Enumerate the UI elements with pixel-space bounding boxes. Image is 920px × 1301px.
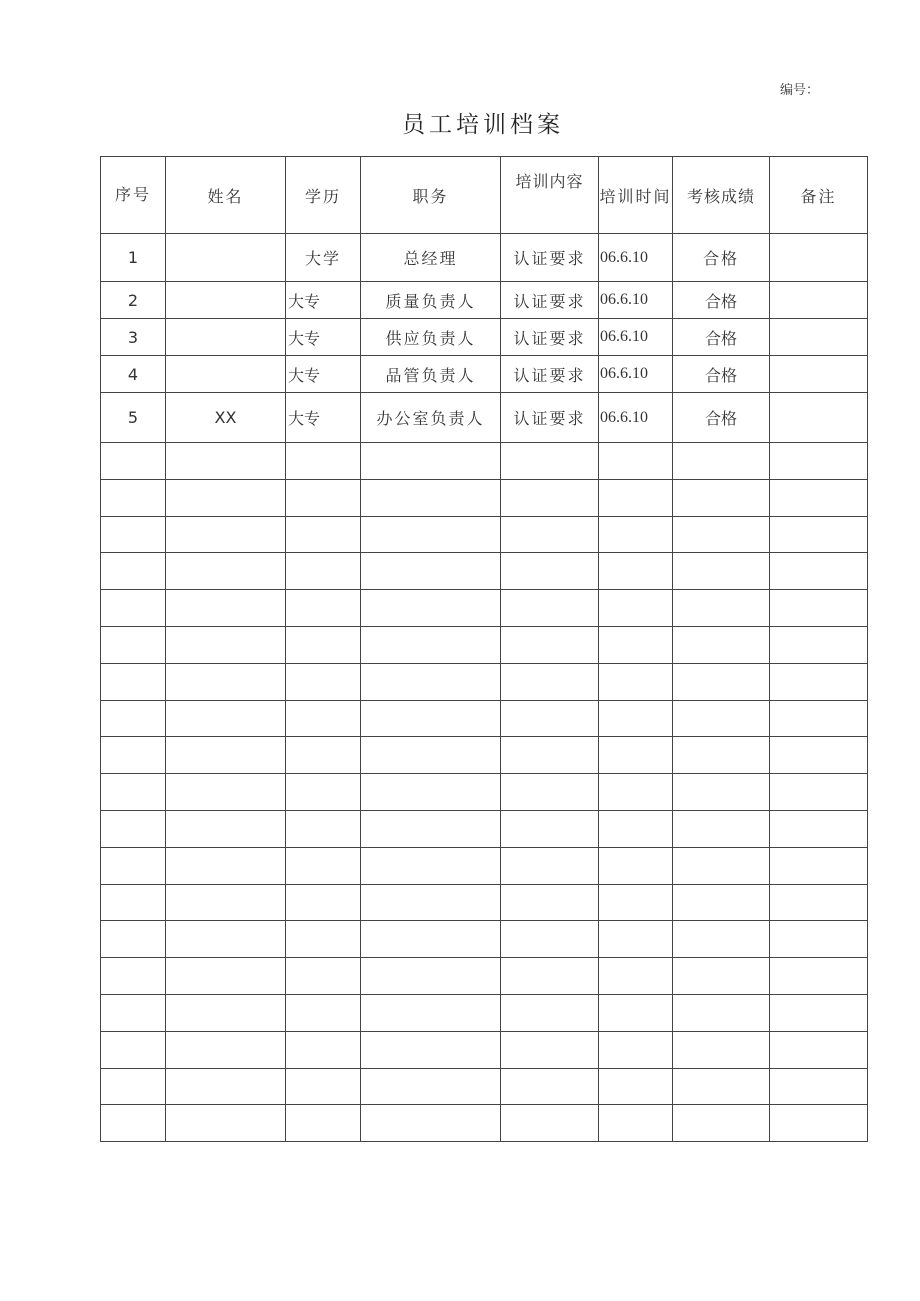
empty-cell	[286, 847, 361, 884]
empty-cell	[770, 479, 868, 516]
empty-cell	[166, 516, 286, 553]
row-seq: 1	[101, 234, 166, 282]
table-header-row	[101, 157, 868, 234]
empty-cell	[599, 479, 673, 516]
header-education: 学历	[286, 157, 361, 234]
empty-cell	[101, 958, 166, 995]
empty-cell	[166, 737, 286, 774]
empty-cell	[501, 884, 599, 921]
empty-cell	[673, 1105, 770, 1142]
empty-cell	[673, 737, 770, 774]
empty-cell	[166, 884, 286, 921]
row-remark	[770, 356, 868, 393]
empty-cell	[501, 443, 599, 480]
empty-cell	[599, 1068, 673, 1105]
empty-cell	[501, 1031, 599, 1068]
empty-cell	[361, 479, 501, 516]
row-seq: 4	[101, 356, 166, 393]
empty-cell	[599, 1105, 673, 1142]
empty-cell	[166, 994, 286, 1031]
empty-cell	[101, 921, 166, 958]
empty-cell	[361, 958, 501, 995]
empty-cell	[501, 663, 599, 700]
empty-cell	[599, 958, 673, 995]
row-content: 认证要求	[501, 319, 599, 356]
empty-cell	[361, 1031, 501, 1068]
empty-row	[101, 516, 868, 553]
empty-cell	[361, 1105, 501, 1142]
empty-cell	[770, 700, 868, 737]
empty-cell	[286, 774, 361, 811]
row-score: 合格	[673, 319, 770, 356]
empty-row	[101, 994, 868, 1031]
empty-cell	[501, 810, 599, 847]
empty-cell	[599, 737, 673, 774]
empty-cell	[673, 663, 770, 700]
empty-cell	[599, 810, 673, 847]
empty-cell	[286, 884, 361, 921]
row-content: 认证要求	[501, 282, 599, 319]
empty-cell	[501, 774, 599, 811]
empty-cell	[770, 810, 868, 847]
row-name	[166, 234, 286, 282]
empty-cell	[166, 479, 286, 516]
empty-cell	[101, 626, 166, 663]
empty-cell	[101, 1031, 166, 1068]
empty-cell	[770, 663, 868, 700]
empty-cell	[599, 884, 673, 921]
empty-row	[101, 810, 868, 847]
empty-cell	[101, 847, 166, 884]
empty-cell	[501, 590, 599, 627]
empty-cell	[770, 553, 868, 590]
empty-row	[101, 626, 868, 663]
empty-cell	[501, 553, 599, 590]
empty-cell	[166, 1068, 286, 1105]
empty-cell	[599, 994, 673, 1031]
row-time: 06.6.10	[599, 234, 673, 282]
page-title: 员工培训档案	[402, 112, 564, 138]
row-time: 06.6.10	[599, 393, 673, 443]
row-name: XX	[166, 393, 286, 443]
empty-cell	[673, 774, 770, 811]
empty-cell	[286, 958, 361, 995]
empty-rows-section	[101, 443, 868, 1142]
empty-cell	[599, 663, 673, 700]
empty-row	[101, 737, 868, 774]
empty-cell	[166, 847, 286, 884]
empty-cell	[770, 994, 868, 1031]
empty-cell	[770, 1068, 868, 1105]
empty-cell	[501, 847, 599, 884]
empty-cell	[770, 958, 868, 995]
empty-cell	[101, 553, 166, 590]
empty-cell	[286, 590, 361, 627]
empty-cell	[673, 1031, 770, 1068]
table-row	[101, 282, 868, 319]
empty-row	[101, 847, 868, 884]
empty-cell	[101, 884, 166, 921]
empty-cell	[101, 774, 166, 811]
document-number-label: 编号：	[780, 83, 820, 98]
empty-cell	[361, 810, 501, 847]
empty-cell	[166, 700, 286, 737]
empty-cell	[286, 479, 361, 516]
empty-cell	[361, 1068, 501, 1105]
row-position: 办公室负责人	[361, 393, 501, 443]
empty-cell	[501, 626, 599, 663]
empty-cell	[770, 737, 868, 774]
empty-cell	[770, 884, 868, 921]
header-position: 职务	[361, 157, 501, 234]
empty-cell	[166, 921, 286, 958]
empty-cell	[770, 516, 868, 553]
empty-cell	[361, 626, 501, 663]
empty-row	[101, 774, 868, 811]
row-remark	[770, 282, 868, 319]
empty-cell	[599, 590, 673, 627]
row-seq: 3	[101, 319, 166, 356]
empty-cell	[361, 663, 501, 700]
empty-cell	[673, 884, 770, 921]
row-content: 认证要求	[501, 356, 599, 393]
empty-cell	[599, 626, 673, 663]
row-position: 供应负责人	[361, 319, 501, 356]
empty-cell	[286, 737, 361, 774]
header-seq: 序号	[101, 157, 166, 234]
header-name: 姓名	[166, 157, 286, 234]
empty-cell	[166, 958, 286, 995]
empty-cell	[286, 1105, 361, 1142]
empty-cell	[599, 443, 673, 480]
empty-cell	[501, 700, 599, 737]
row-position: 质量负责人	[361, 282, 501, 319]
empty-cell	[361, 700, 501, 737]
empty-cell	[101, 590, 166, 627]
row-education: 大专	[286, 319, 361, 356]
empty-cell	[166, 663, 286, 700]
row-time: 06.6.10	[599, 356, 673, 393]
empty-row	[101, 958, 868, 995]
row-education: 大学	[286, 234, 361, 282]
empty-row	[101, 921, 868, 958]
empty-cell	[361, 516, 501, 553]
empty-cell	[361, 921, 501, 958]
empty-cell	[101, 700, 166, 737]
row-score: 合格	[673, 282, 770, 319]
row-content: 认证要求	[501, 393, 599, 443]
empty-cell	[501, 994, 599, 1031]
empty-row	[101, 443, 868, 480]
empty-cell	[286, 810, 361, 847]
empty-cell	[673, 590, 770, 627]
table-row	[101, 356, 868, 393]
empty-row	[101, 1031, 868, 1068]
row-seq: 2	[101, 282, 166, 319]
empty-cell	[501, 1105, 599, 1142]
empty-cell	[361, 774, 501, 811]
empty-row	[101, 590, 868, 627]
empty-cell	[770, 1031, 868, 1068]
empty-cell	[501, 1068, 599, 1105]
row-content: 认证要求	[501, 234, 599, 282]
empty-cell	[673, 700, 770, 737]
empty-cell	[286, 1068, 361, 1105]
empty-cell	[361, 884, 501, 921]
empty-cell	[286, 516, 361, 553]
table-row	[101, 393, 868, 443]
empty-cell	[166, 810, 286, 847]
empty-cell	[770, 626, 868, 663]
empty-cell	[286, 553, 361, 590]
empty-cell	[361, 443, 501, 480]
empty-cell	[599, 921, 673, 958]
empty-cell	[101, 737, 166, 774]
empty-cell	[673, 847, 770, 884]
table-row	[101, 234, 868, 282]
empty-cell	[673, 921, 770, 958]
empty-cell	[361, 590, 501, 627]
empty-cell	[166, 1105, 286, 1142]
empty-cell	[286, 921, 361, 958]
empty-row	[101, 479, 868, 516]
row-seq: 5	[101, 393, 166, 443]
empty-cell	[599, 516, 673, 553]
empty-cell	[361, 847, 501, 884]
row-name	[166, 319, 286, 356]
empty-cell	[101, 443, 166, 480]
empty-row	[101, 1105, 868, 1142]
empty-cell	[101, 994, 166, 1031]
row-score: 合格	[673, 356, 770, 393]
empty-cell	[101, 516, 166, 553]
training-records-table	[100, 156, 868, 1142]
empty-cell	[673, 479, 770, 516]
empty-cell	[101, 810, 166, 847]
row-name	[166, 282, 286, 319]
empty-cell	[501, 958, 599, 995]
empty-cell	[361, 994, 501, 1031]
empty-cell	[361, 737, 501, 774]
empty-cell	[770, 847, 868, 884]
empty-cell	[286, 626, 361, 663]
empty-cell	[286, 663, 361, 700]
empty-cell	[673, 994, 770, 1031]
empty-cell	[673, 516, 770, 553]
header-training-content: 培训内容	[501, 157, 599, 234]
empty-cell	[599, 1031, 673, 1068]
row-education: 大专	[286, 356, 361, 393]
empty-cell	[166, 774, 286, 811]
empty-cell	[166, 590, 286, 627]
empty-row	[101, 884, 868, 921]
empty-cell	[673, 810, 770, 847]
empty-cell	[166, 626, 286, 663]
empty-cell	[286, 994, 361, 1031]
empty-cell	[501, 516, 599, 553]
row-remark	[770, 234, 868, 282]
empty-row	[101, 553, 868, 590]
empty-cell	[286, 443, 361, 480]
empty-cell	[770, 774, 868, 811]
row-remark	[770, 393, 868, 443]
empty-cell	[599, 553, 673, 590]
row-time: 06.6.10	[599, 319, 673, 356]
empty-row	[101, 1068, 868, 1105]
table-row	[101, 319, 868, 356]
empty-cell	[673, 626, 770, 663]
empty-cell	[286, 700, 361, 737]
empty-cell	[361, 553, 501, 590]
row-education: 大专	[286, 393, 361, 443]
row-score: 合格	[673, 234, 770, 282]
empty-cell	[599, 700, 673, 737]
row-position: 总经理	[361, 234, 501, 282]
empty-cell	[673, 958, 770, 995]
row-time: 06.6.10	[599, 282, 673, 319]
row-name	[166, 356, 286, 393]
empty-cell	[770, 1105, 868, 1142]
row-position: 品管负责人	[361, 356, 501, 393]
header-training-time: 培训时间	[599, 157, 673, 234]
empty-cell	[166, 1031, 286, 1068]
empty-cell	[166, 553, 286, 590]
empty-cell	[101, 663, 166, 700]
empty-cell	[286, 1031, 361, 1068]
row-remark	[770, 319, 868, 356]
empty-cell	[166, 443, 286, 480]
empty-cell	[770, 443, 868, 480]
empty-cell	[673, 553, 770, 590]
empty-cell	[673, 1068, 770, 1105]
header-score: 考核成绩	[673, 157, 770, 234]
empty-cell	[101, 1105, 166, 1142]
empty-cell	[501, 921, 599, 958]
empty-cell	[501, 737, 599, 774]
empty-cell	[673, 443, 770, 480]
header-remark: 备注	[770, 157, 868, 234]
empty-cell	[101, 1068, 166, 1105]
empty-cell	[599, 847, 673, 884]
empty-cell	[770, 590, 868, 627]
empty-row	[101, 663, 868, 700]
empty-cell	[501, 479, 599, 516]
empty-cell	[770, 921, 868, 958]
row-score: 合格	[673, 393, 770, 443]
row-education: 大专	[286, 282, 361, 319]
empty-cell	[101, 479, 166, 516]
empty-cell	[599, 774, 673, 811]
empty-row	[101, 700, 868, 737]
